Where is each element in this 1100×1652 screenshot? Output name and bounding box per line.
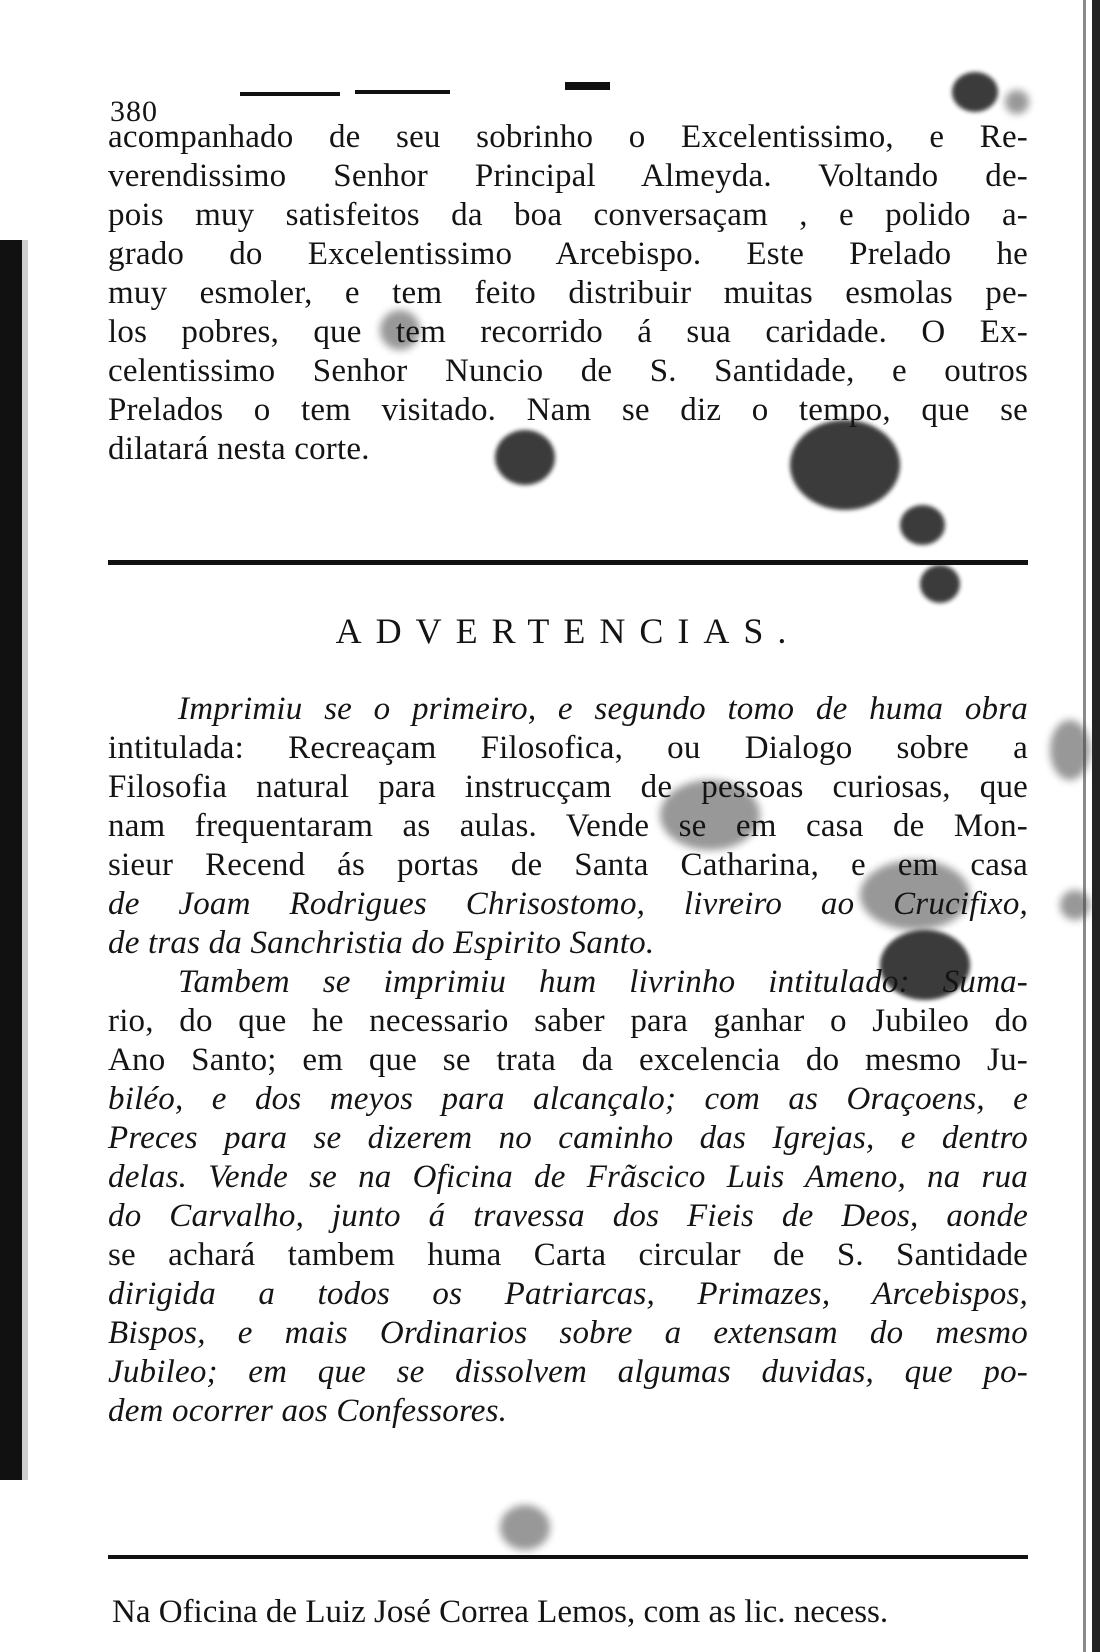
text-line: de Joam Rodrigues Chrisostomo, livreiro ao Crucifixo,	[108, 886, 1028, 922]
page-edge-line	[1083, 0, 1086, 1652]
text-line: delas. Vende se na Oficina de Frãscico Luis Ameno, na rua	[108, 1159, 1028, 1195]
page-edge	[1092, 0, 1100, 1652]
text-line: nam frequentaram as aulas. Vende se em casa de Mon-	[108, 808, 1028, 844]
ink-stain	[1005, 90, 1029, 114]
ink-stain	[952, 72, 998, 112]
text-line: grado do Excelentissimo Arcebispo. Este Prelado he	[108, 236, 1028, 272]
text-line: dilatará nesta corte.	[108, 431, 370, 467]
text-line: Bispos, e mais Ordinarios sobre a extensam do mesmo	[108, 1315, 1028, 1351]
ink-stain	[1050, 720, 1090, 780]
text-line: Jubileo; em que se dissolvem algumas duvidas, que po-	[108, 1354, 1028, 1390]
text-line: muy esmoler, e tem feito distribuir muitas esmolas pe-	[108, 275, 1028, 311]
notices-section	[108, 690, 1028, 1431]
text-line: dirigida a todos os Patriarcas, Primazes, Arcebispos,	[108, 1276, 1028, 1312]
section-heading: ADVERTENCIAS.	[335, 611, 801, 651]
text-line: Tambem se imprimiu hum livrinho intitulado: Suma-	[178, 964, 1028, 1000]
section-rule	[108, 560, 1028, 565]
text-line: Ano Santo; em que se trata da excelencia do mesmo Ju-	[108, 1042, 1028, 1078]
text-line: celentissimo Senhor Nuncio de S. Santidade, e outros	[108, 353, 1028, 389]
text-line: acompanhado de seu sobrinho o Excelentissimo, e Re-	[108, 119, 1028, 155]
binding-shadow	[22, 240, 28, 1480]
top-ornament-rule	[240, 92, 340, 96]
text-line: Filosofia natural para instrucçam de pessoas curiosas, que	[108, 769, 1028, 805]
ink-stain	[920, 565, 960, 603]
text-line: Preces para se dizerem no caminho das Igrejas, e dentro	[108, 1120, 1028, 1156]
text-line: Prelados o tem visitado. Nam se diz o tempo, que se	[108, 392, 1028, 428]
ink-stain	[900, 505, 945, 545]
top-ornament-rule	[355, 90, 450, 94]
footer-rule	[108, 1555, 1028, 1559]
text-line: de tras da Sanchristia do Espirito Santo.	[108, 925, 655, 961]
continuation-paragraph	[108, 118, 1028, 469]
binding-edge	[0, 240, 22, 1480]
text-line: sieur Recend ás portas de Santa Catharina, e em casa	[108, 847, 1028, 883]
printer-imprint: Na Oficina de Luiz José Correa Lemos, com as lic. necess.	[112, 1594, 889, 1630]
text-line: biléo, e dos meyos para alcançalo; com as Oraçoens, e	[108, 1081, 1028, 1117]
text-line: dem ocorrer aos Confessores.	[108, 1393, 508, 1429]
text-line: verendissimo Senhor Principal Almeyda. Voltando de-	[108, 158, 1028, 194]
text-line: rio, do que he necessario saber para ganhar o Jubileo do	[108, 1003, 1028, 1039]
ink-stain	[1060, 890, 1090, 920]
text-line: se achará tambem huma Carta circular de S. Santidade	[108, 1237, 1028, 1273]
text-line: do Carvalho, junto á travessa dos Fieis de Deos, aonde	[108, 1198, 1028, 1234]
text-line: Imprimiu se o primeiro, e segundo tomo de huma obra	[178, 691, 1028, 727]
text-line: los pobres, que tem recorrido á sua caridade. O Ex-	[108, 314, 1028, 350]
top-ornament-mark	[565, 82, 610, 90]
ink-stain	[500, 1505, 550, 1550]
text-line: intitulada: Recreaçam Filosofica, ou Dialogo sobre a	[108, 730, 1028, 766]
text-line: pois muy satisfeitos da boa conversaçam , e polido a-	[108, 197, 1028, 233]
page-number: 380	[110, 95, 158, 128]
